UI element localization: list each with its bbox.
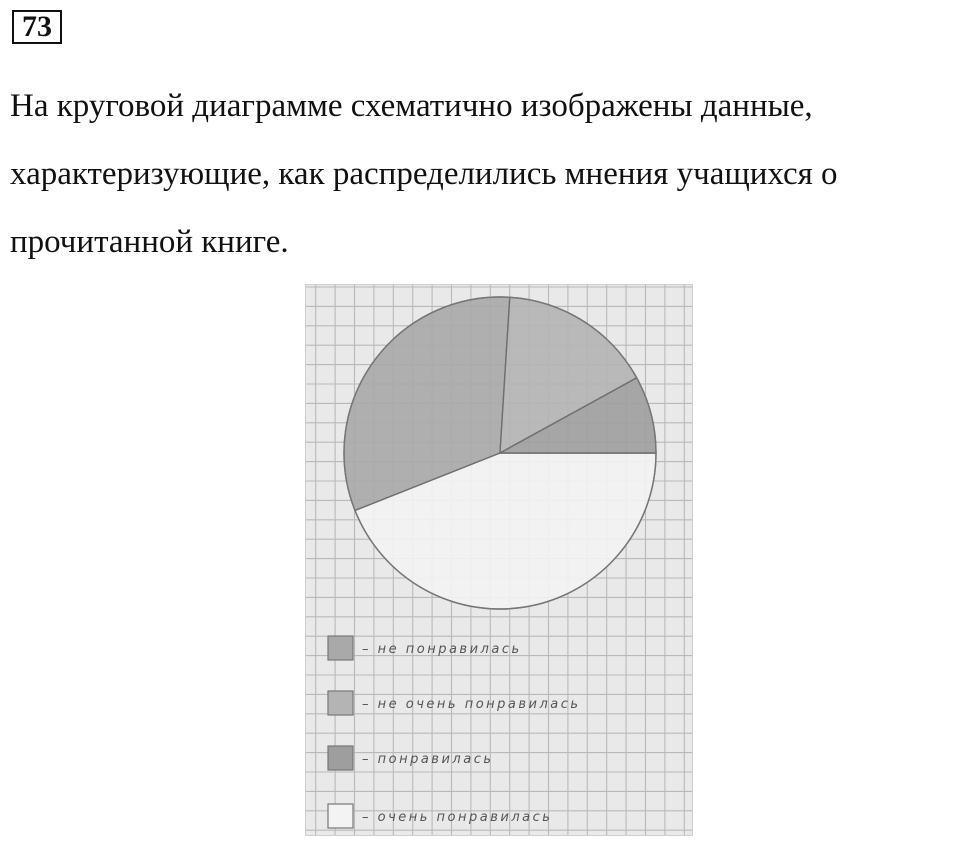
- legend-label-3: – понравилась: [362, 752, 494, 767]
- legend-label-4: – очень понравилась: [362, 810, 553, 825]
- pie-chart-figure: [305, 284, 693, 836]
- pie-chart: [306, 285, 693, 836]
- task-number: 73: [12, 10, 62, 44]
- pie-slices: [344, 297, 656, 609]
- problem-line-3: прочитанной книге.: [10, 224, 289, 260]
- legend-swatch-2: [328, 691, 353, 715]
- legend-swatch-4: [328, 804, 353, 828]
- legend: [328, 636, 581, 828]
- legend-label-1: – не понравилась: [362, 642, 522, 657]
- legend-swatch-3: [328, 746, 353, 770]
- problem-line-2: характеризующие, как распределились мнения учащихся о: [10, 156, 838, 192]
- problem-line-1: На круговой диаграмме схематично изображены данные,: [10, 88, 813, 124]
- problem-text: [10, 72, 950, 276]
- legend-swatch-1: [328, 636, 353, 660]
- legend-label-2: – не очень понравилась: [362, 697, 581, 712]
